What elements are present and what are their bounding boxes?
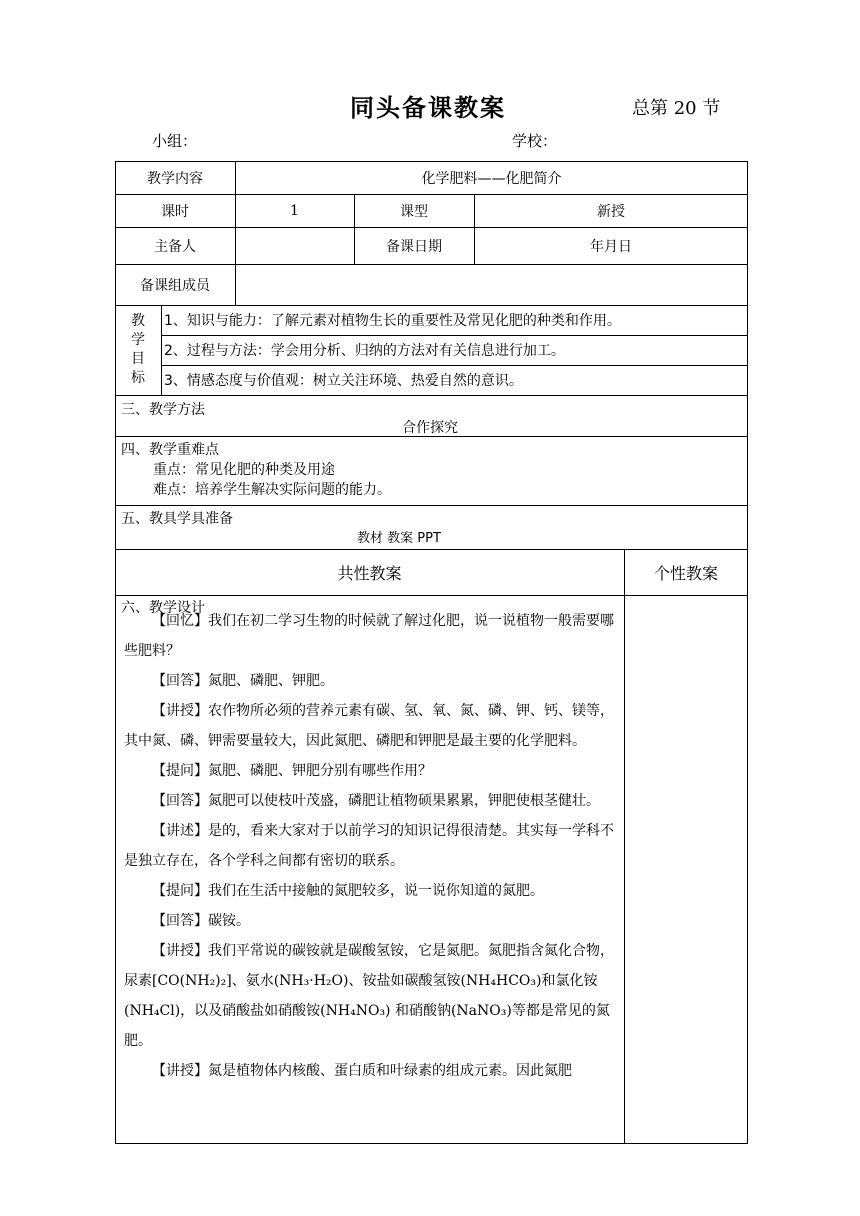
design-paragraph: 【提问】氮肥、磷肥、钾肥分别有哪些作用？ — [152, 763, 432, 779]
tools-heading: 五、教具学具准备 — [121, 511, 233, 527]
main-preparer-label: 主备人 — [154, 238, 196, 255]
keypoint-difficult: 难点：培养学生解决实际问题的能力。 — [153, 482, 391, 498]
teaching-content-label: 教学内容 — [147, 170, 203, 187]
lesson-type-value: 新授 — [597, 203, 625, 220]
objective-attitude: 3、情感态度与价值观：树立关注环境、热爱自然的意识。 — [164, 373, 523, 389]
total-lesson-number: 总第 20 节 — [632, 98, 721, 119]
teaching-objectives-label: 教 学 目 标 — [131, 313, 145, 386]
design-paragraph: 【回忆】我们在初二学习生物的时候就了解过化肥，说一说植物一般需要哪些肥料？ — [124, 613, 614, 659]
prep-date-value: 年月日 — [590, 238, 632, 255]
teaching-content-value: 化学肥料——化肥简介 — [421, 170, 562, 187]
common-plan-header: 共性教案 — [337, 563, 402, 583]
group-members-label: 备课组成员 — [140, 277, 210, 294]
design-paragraph: 【回答】氮肥可以使枝叶茂盛，磷肥让植物硕果累累，钾肥使根茎健壮。 — [152, 793, 600, 809]
keypoint-main: 重点：常见化肥的种类及用途 — [153, 462, 335, 478]
group-label: 小组： — [152, 132, 198, 150]
lesson-hours-label: 课时 — [161, 203, 189, 220]
school-label: 学校： — [512, 132, 558, 150]
design-paragraph: 【回答】碳铵。 — [152, 913, 250, 929]
lesson-type-label: 课型 — [400, 203, 428, 220]
keypoints-heading: 四、教学重难点 — [121, 442, 219, 458]
design-heading: 六、教学设计 — [121, 600, 205, 616]
design-paragraph: 【讲授】氮是植物体内核酸、蛋白质和叶绿素的组成元素。因此氮肥 — [152, 1063, 572, 1079]
design-paragraph: 【回答】氮肥、磷肥、钾肥。 — [152, 673, 334, 689]
personal-plan-header: 个性教案 — [653, 563, 718, 583]
methods-heading: 三、教学方法 — [121, 402, 205, 418]
design-paragraph: 【讲授】我们平常说的碳铵就是碳酸氢铵，它是氮肥。氮肥指含氮化合物，尿素[CO(NH₂)₂]、氨水(NH₃·H₂O)、铵盐如碳酸氢铵(NH₄HCO₃)和氯化铵(NH₄Cl)，以及硝酸盐如硝酸铵(NH₄NO₃) 和硝酸钠(NaNO₃)等都是常见的氮肥。 — [124, 943, 614, 1049]
design-body — [124, 606, 618, 1086]
tools-value: 教材 教案 PPT — [357, 531, 441, 546]
design-paragraph: 【讲授】农作物所必须的营养元素有碳、氢、氧、氮、磷、钾、钙、镁等，其中氮、磷、钾需要量较大，因此氮肥、磷肥和钾肥是最主要的化学肥料。 — [124, 703, 614, 749]
objective-knowledge: 1、知识与能力：了解元素对植物生长的重要性及常见化肥的种类和作用。 — [164, 313, 621, 329]
main-preparer-value — [235, 227, 354, 264]
objective-process: 2、过程与方法：学会用分析、归纳的方法对有关信息进行加工。 — [164, 343, 565, 359]
group-members-value — [235, 264, 748, 305]
design-paragraph: 【讲述】是的，看来大家对于以前学习的知识记得很清楚。其实每一学科不是独立存在，各个学科之间都有密切的联系。 — [124, 823, 614, 869]
prep-date-label: 备课日期 — [386, 238, 442, 255]
lesson-hours-value: 1 — [290, 202, 299, 219]
design-paragraph: 【提问】我们在生活中接触的氮肥较多，说一说你知道的氮肥。 — [152, 883, 544, 899]
methods-value: 合作探究 — [402, 420, 458, 436]
page-title: 同头备课教案 — [350, 94, 506, 122]
